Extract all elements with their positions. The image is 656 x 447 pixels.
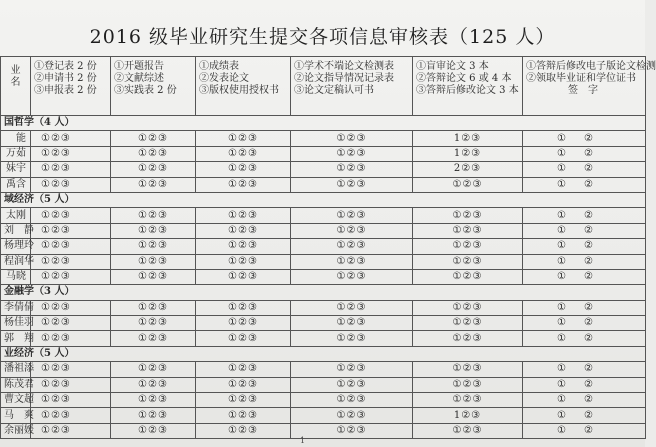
student-row <box>1 393 646 408</box>
student-name: 马晓 <box>1 269 31 284</box>
check-cell-3: ①②③ <box>196 208 291 223</box>
student-row <box>1 177 646 192</box>
check-cell-5: ①②③ <box>413 254 523 269</box>
check-cell-2: ①②③ <box>111 423 196 438</box>
check-cell-4: ①②③ <box>291 239 413 254</box>
section-row <box>1 192 646 207</box>
column-header-proposal: ①开题报告 ②文献综述 ③实践表 2 份 <box>111 57 196 116</box>
column-header-forms: ①登记表 2 份 ②申请书 2 份 ③申报表 2 份 <box>31 57 111 116</box>
check-cell-6: ①② <box>523 146 646 161</box>
check-cell-2: ①②③ <box>111 316 196 331</box>
student-name: 陈茂君 <box>1 377 31 392</box>
check-cell-1: ①②③ <box>31 316 111 331</box>
check-cell-6: ①② <box>523 208 646 223</box>
check-cell-1: ①②③ <box>31 393 111 408</box>
check-cell-5: ①②③ <box>413 300 523 315</box>
check-cell-5: ①②③ <box>413 362 523 377</box>
check-cell-2: ①②③ <box>111 331 196 346</box>
check-cell-3: ①②③ <box>196 362 291 377</box>
check-cell-5: ①②③ <box>413 377 523 392</box>
check-cell-6: ①② <box>523 162 646 177</box>
check-cell-6: ①② <box>523 316 646 331</box>
check-cell-6: ①② <box>523 331 646 346</box>
check-cell-6: ①② <box>523 362 646 377</box>
check-cell-6: ①② <box>523 423 646 438</box>
check-cell-1: ①②③ <box>31 269 111 284</box>
check-cell-3: ①②③ <box>196 300 291 315</box>
check-cell-2: ①②③ <box>111 146 196 161</box>
check-cell-3: ①②③ <box>196 408 291 423</box>
check-cell-6: ①② <box>523 408 646 423</box>
check-cell-5: ①②③ <box>413 239 523 254</box>
section-row <box>1 285 646 300</box>
check-cell-3: ①②③ <box>196 393 291 408</box>
page-title: 2016 级毕业研究生提交各项信息审核表（125 人） <box>89 26 556 48</box>
check-cell-2: ①②③ <box>111 239 196 254</box>
student-row <box>1 408 646 423</box>
check-cell-3: ①②③ <box>196 177 291 192</box>
student-name: 禹含 <box>1 177 31 192</box>
student-name: 万茹 <box>1 146 31 161</box>
check-cell-2: ①②③ <box>111 162 196 177</box>
check-cell-1: ①②③ <box>31 208 111 223</box>
student-name: 潘祖添 <box>1 362 31 377</box>
check-cell-6: ①② <box>523 223 646 238</box>
student-name: 杨佳羽 <box>1 316 31 331</box>
check-cell-1: ①②③ <box>31 408 111 423</box>
student-name: 妹宇 <box>1 162 31 177</box>
check-cell-1: ①②③ <box>31 162 111 177</box>
check-cell-4: ①②③ <box>291 393 413 408</box>
check-cell-5: ①②③ <box>413 177 523 192</box>
section-label: 域经济（5 人） <box>1 192 646 207</box>
column-header-plagiarism: ①学术不端论文检测表 ②论文指导情况记录表 ③论文定稿认可书 <box>291 57 413 116</box>
student-name: 曹文超 <box>1 393 31 408</box>
check-cell-3: ①②③ <box>196 223 291 238</box>
student-row <box>1 162 646 177</box>
student-row <box>1 300 646 315</box>
check-cell-4: ①②③ <box>291 362 413 377</box>
check-cell-4: ①②③ <box>291 423 413 438</box>
check-cell-6: ①② <box>523 393 646 408</box>
check-cell-6: ①② <box>523 254 646 269</box>
student-row <box>1 377 646 392</box>
student-name: 李倩倩 <box>1 300 31 315</box>
check-cell-4: ①②③ <box>291 223 413 238</box>
check-cell-1: ①②③ <box>31 377 111 392</box>
student-row <box>1 131 646 146</box>
student-row <box>1 239 646 254</box>
check-cell-5: 1②③ <box>413 131 523 146</box>
table-body <box>1 116 646 439</box>
check-cell-4: ①②③ <box>291 131 413 146</box>
student-name: 郭 翔 <box>1 331 31 346</box>
check-cell-3: ①②③ <box>196 316 291 331</box>
check-cell-2: ①②③ <box>111 377 196 392</box>
check-cell-2: ①②③ <box>111 177 196 192</box>
check-cell-4: ①②③ <box>291 331 413 346</box>
review-table <box>0 56 656 439</box>
check-cell-5: 2②③ <box>413 162 523 177</box>
student-name: 余丽媛 <box>1 423 31 438</box>
student-name: 刘 静 <box>1 223 31 238</box>
check-cell-5: 1②③ <box>413 408 523 423</box>
check-cell-5: ①②③ <box>413 393 523 408</box>
check-cell-6: ①② <box>523 377 646 392</box>
check-cell-1: ①②③ <box>31 300 111 315</box>
check-cell-6: ①② <box>523 239 646 254</box>
check-cell-1: ①②③ <box>31 239 111 254</box>
section-row <box>1 346 646 361</box>
check-cell-6: ①② <box>523 300 646 315</box>
check-cell-5: ①②③ <box>413 208 523 223</box>
section-label: 业经济（5 人） <box>1 346 646 361</box>
student-row <box>1 208 646 223</box>
check-cell-6: ①② <box>523 269 646 284</box>
check-cell-4: ①②③ <box>291 254 413 269</box>
check-cell-5: ①②③ <box>413 331 523 346</box>
section-row <box>1 116 646 131</box>
check-cell-2: ①②③ <box>111 269 196 284</box>
check-cell-5: 1②③ <box>413 146 523 161</box>
check-cell-3: ①②③ <box>196 131 291 146</box>
check-cell-1: ①②③ <box>31 331 111 346</box>
student-row <box>1 223 646 238</box>
student-name: 能 <box>1 131 31 146</box>
student-row <box>1 269 646 284</box>
student-row <box>1 254 646 269</box>
check-cell-6: ①② <box>523 131 646 146</box>
check-cell-5: ①②③ <box>413 423 523 438</box>
check-cell-3: ①②③ <box>196 269 291 284</box>
section-label: 金融学（3 人） <box>1 285 646 300</box>
check-cell-1: ①②③ <box>31 362 111 377</box>
student-name: 杨理玲 <box>1 239 31 254</box>
check-cell-1: ①②③ <box>31 177 111 192</box>
check-cell-4: ①②③ <box>291 300 413 315</box>
check-cell-1: ①②③ <box>31 254 111 269</box>
check-cell-1: ①②③ <box>31 131 111 146</box>
student-row <box>1 423 646 438</box>
check-cell-3: ①②③ <box>196 377 291 392</box>
column-header-thesis-copies: ①盲审论文 3 本 ②答辩论文 6 或 4 本 ③答辩后修改论文 3 本 <box>413 57 523 116</box>
check-cell-4: ①②③ <box>291 377 413 392</box>
check-cell-6: ①② <box>523 177 646 192</box>
page-number: 1 <box>300 436 306 445</box>
column-header-signature: ①答辩后修改电子版论文检测 ②领取毕业证和学位证书 签 字 <box>523 57 646 116</box>
check-cell-4: ①②③ <box>291 162 413 177</box>
student-row <box>1 146 646 161</box>
student-name: 马 爽 <box>1 408 31 423</box>
check-cell-3: ①②③ <box>196 254 291 269</box>
check-cell-2: ①②③ <box>111 300 196 315</box>
check-cell-2: ①②③ <box>111 254 196 269</box>
column-header-grades: ①成绩表 ②发表论文 ③版权使用授权书 <box>196 57 291 116</box>
check-cell-4: ①②③ <box>291 177 413 192</box>
check-cell-4: ①②③ <box>291 316 413 331</box>
student-row <box>1 316 646 331</box>
check-cell-5: ①②③ <box>413 316 523 331</box>
name-column-header: 业 名 <box>1 57 31 116</box>
check-cell-2: ①②③ <box>111 131 196 146</box>
student-row <box>1 362 646 377</box>
check-cell-5: ①②③ <box>413 223 523 238</box>
check-cell-4: ①②③ <box>291 269 413 284</box>
check-cell-3: ①②③ <box>196 146 291 161</box>
check-cell-2: ①②③ <box>111 208 196 223</box>
check-cell-3: ①②③ <box>196 162 291 177</box>
check-cell-2: ①②③ <box>111 223 196 238</box>
check-cell-4: ①②③ <box>291 208 413 223</box>
check-cell-2: ①②③ <box>111 362 196 377</box>
check-cell-4: ①②③ <box>291 408 413 423</box>
section-label: 国哲学（4 人） <box>1 116 646 131</box>
student-row <box>1 331 646 346</box>
check-cell-3: ①②③ <box>196 423 291 438</box>
check-cell-3: ①②③ <box>196 239 291 254</box>
check-cell-4: ①②③ <box>291 146 413 161</box>
student-name: 程润华 <box>1 254 31 269</box>
check-cell-1: ①②③ <box>31 146 111 161</box>
student-name: 太刚 <box>1 208 31 223</box>
check-cell-2: ①②③ <box>111 408 196 423</box>
table-header-row <box>1 57 646 116</box>
check-cell-1: ①②③ <box>31 223 111 238</box>
check-cell-2: ①②③ <box>111 393 196 408</box>
check-cell-3: ①②③ <box>196 331 291 346</box>
check-cell-5: ①②③ <box>413 269 523 284</box>
check-cell-1: ①②③ <box>31 423 111 438</box>
